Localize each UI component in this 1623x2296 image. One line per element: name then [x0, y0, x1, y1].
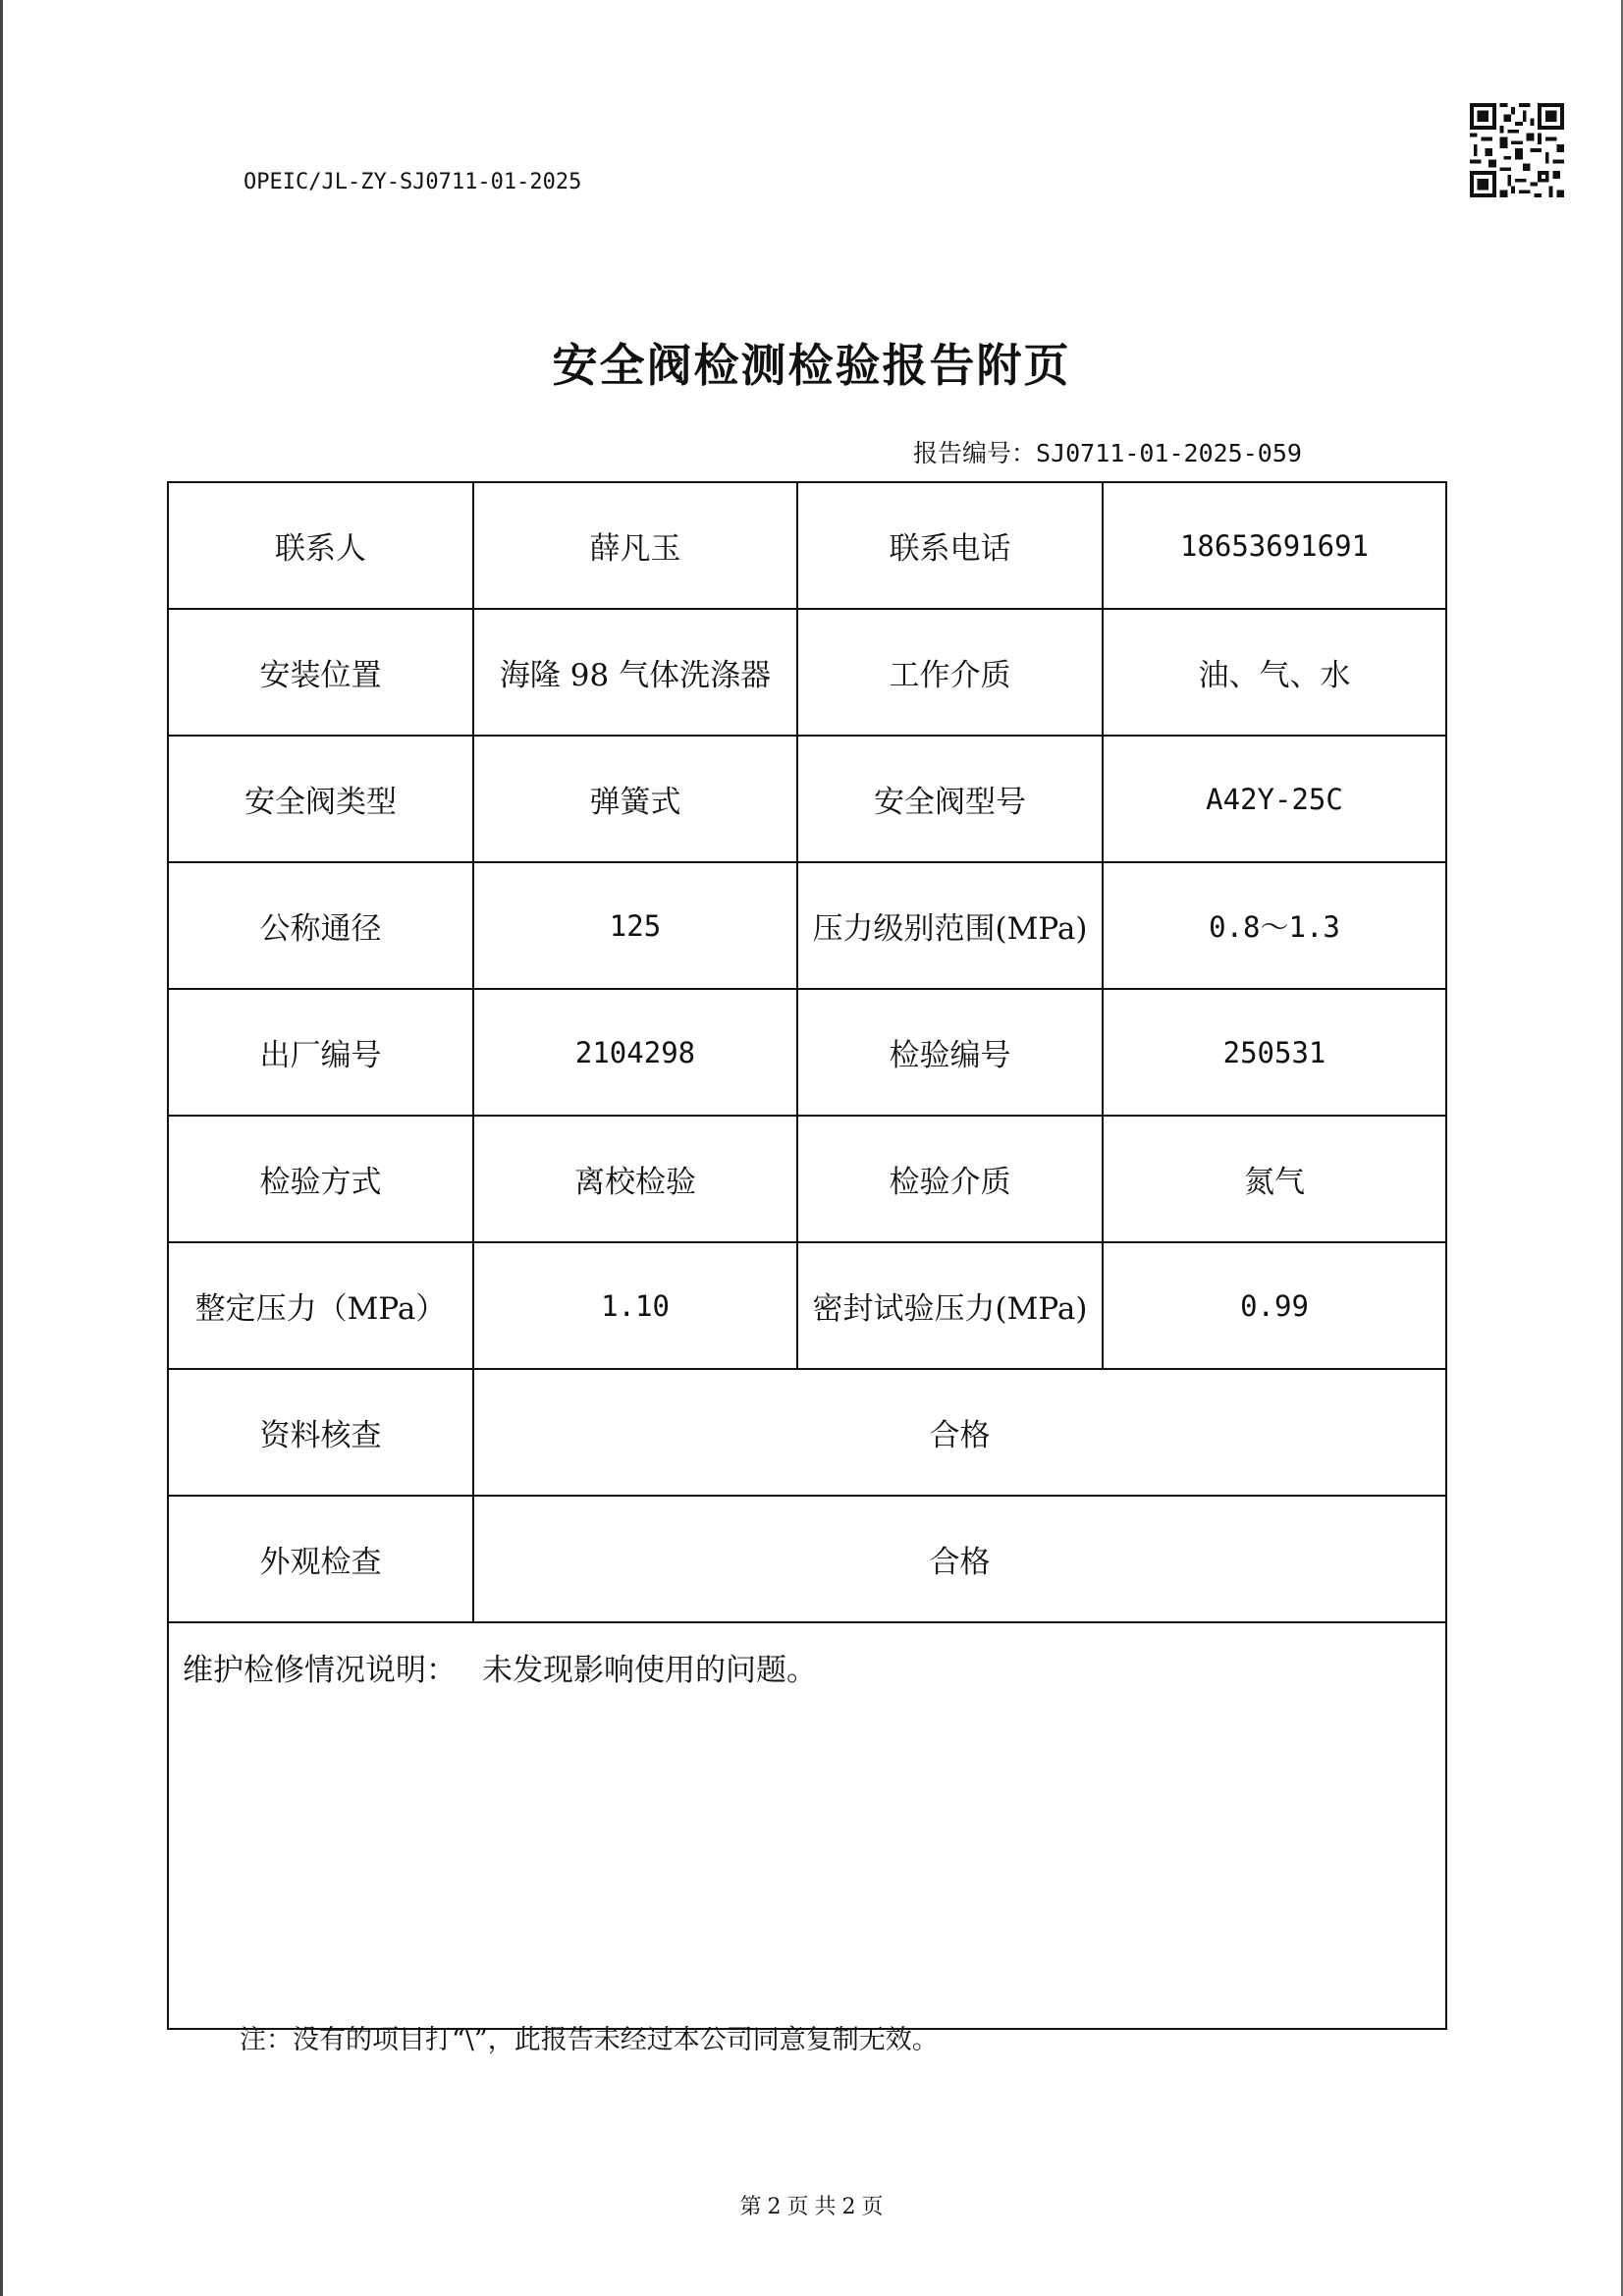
value-cell: 0.99 [1103, 1242, 1446, 1369]
table-row [168, 862, 1446, 989]
maintenance-row [168, 1622, 1446, 2029]
value-cell: 油、气、水 [1103, 609, 1446, 736]
material-check-value: 合格 [473, 1369, 1446, 1496]
label-cell: 工作介质 [797, 609, 1103, 736]
table-row [168, 1116, 1446, 1242]
value-cell: 125 [473, 862, 797, 989]
value-cell: 0.8～1.3 [1103, 862, 1446, 989]
document-code: OPEIC/JL-ZY-SJ0711-01-2025 [243, 170, 582, 194]
page-text: 共 [814, 2195, 837, 2219]
value-cell: 离校检验 [473, 1116, 797, 1242]
value-cell: 海隆 98 气体洗涤器 [473, 609, 797, 736]
value-cell: 250531 [1103, 989, 1446, 1116]
label-cell: 公称通径 [168, 862, 473, 989]
label-cell: 联系人 [168, 482, 473, 609]
table-row [168, 482, 1446, 609]
label-cell: 压力级别范围(MPa) [797, 862, 1103, 989]
page-text: 页 [861, 2195, 884, 2219]
value-cell: 薛凡玉 [473, 482, 797, 609]
appearance-check-label: 外观检查 [168, 1496, 473, 1622]
label-cell: 安全阀型号 [797, 736, 1103, 862]
label-cell: 安装位置 [168, 609, 473, 736]
maintenance-text: 未发现影响使用的问题。 [482, 1653, 817, 1688]
material-check-row [168, 1369, 1446, 1496]
page-total: 2 [841, 2195, 856, 2219]
value-cell: 18653691691 [1103, 482, 1446, 609]
page-text: 第 [739, 2195, 762, 2219]
table-row [168, 736, 1446, 862]
appearance-check-value: 合格 [473, 1496, 1446, 1622]
value-cell: 氮气 [1103, 1116, 1446, 1242]
report-number-label: 报告编号： [913, 439, 1037, 467]
material-check-label: 资料核查 [168, 1369, 473, 1496]
label-cell: 检验编号 [797, 989, 1103, 1116]
report-number-value: SJ0711-01-2025-059 [1036, 439, 1302, 467]
report-title: 安全阀检测检验报告附页 [552, 339, 1071, 392]
appearance-check-row [168, 1496, 1446, 1622]
maintenance-label: 维护检修情况说明： [183, 1653, 457, 1688]
table-row [168, 1242, 1446, 1369]
label-cell: 检验介质 [797, 1116, 1103, 1242]
report-number [913, 434, 1302, 469]
value-cell: A42Y-25C [1103, 736, 1446, 862]
page-current: 2 [767, 2195, 782, 2219]
label-cell: 整定压力（MPa） [168, 1242, 473, 1369]
label-cell: 检验方式 [168, 1116, 473, 1242]
label-cell: 联系电话 [797, 482, 1103, 609]
inspection-table [167, 481, 1447, 2030]
maintenance-cell [168, 1622, 1446, 2029]
value-cell: 弹簧式 [473, 736, 797, 862]
page-number [0, 2190, 1623, 2220]
qr-code-icon [1470, 103, 1564, 197]
value-cell: 2104298 [473, 989, 797, 1116]
label-cell: 密封试验压力(MPa) [797, 1242, 1103, 1369]
label-cell: 出厂编号 [168, 989, 473, 1116]
label-cell: 安全阀类型 [168, 736, 473, 862]
page-text: 页 [786, 2195, 809, 2219]
table-row [168, 609, 1446, 736]
value-cell: 1.10 [473, 1242, 797, 1369]
footnote: 注：没有的项目打“\”，此报告未经过本公司同意复制无效。 [240, 2025, 939, 2055]
table-row [168, 989, 1446, 1116]
